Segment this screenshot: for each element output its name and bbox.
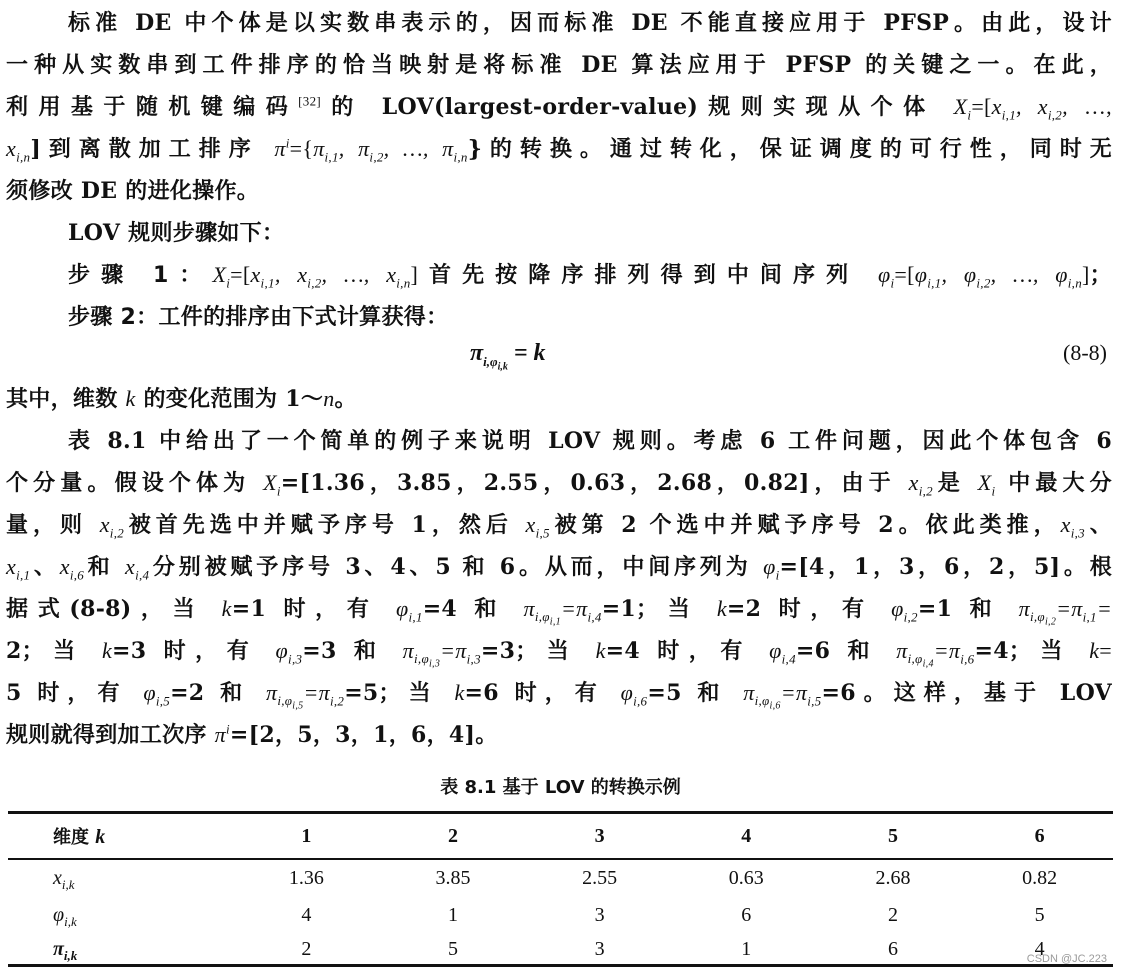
text: }的转换。通过转化，保证调度的可行性，同时无 [467, 136, 1113, 162]
row-label: $\pi_{i,k}$ [53, 937, 78, 963]
header-cell: 2 [447, 824, 458, 847]
table-cell: 0.82 [1022, 866, 1058, 889]
text: 表 8.1 中给出了一个简单的例子来说明 LOV 规则。考虑 6 工件问题，因此个体包含 6 [68, 428, 1112, 454]
table-cell: 2 [887, 903, 898, 926]
row-label: $x_{i,k}$ [53, 866, 75, 892]
math-x-list: $x_{i,1}$, $x_{i,2}$, [991, 94, 1084, 123]
text: =4 和 [422, 596, 524, 622]
text: =2 时，有 [726, 596, 892, 622]
math-xi6: $x_{i,6}$ [59, 554, 85, 583]
math-Xi: $X_i$ [977, 470, 996, 499]
math-pi-i: $\pi^i$ [274, 135, 290, 161]
paragraph2-line7: 5 时，有 $\varphi_{i,5}=2$ 和 $\pi_{i,\varphi_{i,5}}=\pi_{i,2}=5$；当 k=6 时，有 $\varphi_{i,6}=5$ 和 $\pi_{i,\varphi_{i,6}}=\pi_{i,5}=6$。这样，基于 LOV [6, 680, 1113, 712]
text: =6 时，有 [464, 680, 621, 706]
math-Xi: $X_i$ [212, 262, 231, 291]
text: =6 和 [795, 638, 897, 664]
text: =[ [971, 94, 992, 119]
header-cell: 6 [1034, 824, 1045, 847]
table-cell: 1.36 [288, 866, 324, 889]
table-cell: 3.85 [435, 866, 471, 889]
math-pi-list: $\pi_{i,1}$, $\pi_{i,2}$, …, $\pi_{i,n}$ [313, 136, 468, 165]
text: =1 时，有 [231, 596, 396, 622]
table-cell: 4 [1034, 937, 1045, 960]
text: 、 [30, 554, 60, 580]
text: 首先按降序排列得到中间序列 [418, 262, 878, 288]
header-label: 维度 [53, 827, 96, 848]
row-label: $\varphi_{i,k}$ [53, 903, 77, 929]
paragraph2-line5: 据式(8-8)，当 k=1 时，有 $\varphi_{i,1}=4$ 和 $\pi_{i,\varphi_{i,1}}=\pi_{i,4}=1$；当 k=2 时，有 $\varphi_{i,2}=1$ 和 $\pi_{i,\varphi_{i,2}}=\pi_{i,1}=$ [6, 596, 1113, 628]
text: =4 时，有 [605, 638, 770, 664]
text: =[4，1，3，6，2，5]。根 [779, 554, 1112, 580]
text: 和 [84, 554, 125, 580]
paragraph2-line2 [6, 468, 1112, 498]
paragraph1-line3 [6, 92, 1112, 122]
lov-conversion-table [8, 814, 1113, 966]
text: =4；当 [974, 638, 1090, 664]
table-cell: 3 [594, 937, 605, 960]
text: ； [1089, 262, 1112, 288]
math-Xi: $X_i$ [263, 470, 281, 499]
text: =1；当 [601, 596, 717, 622]
header-cell: 1 [301, 824, 312, 847]
math-pi-phi: $\pi_{i,\varphi_{i,2}}=\pi_{i,1}=$ [1018, 596, 1113, 628]
math-xin: $x_{i,n}$ [6, 136, 31, 165]
table-cell: 5 [447, 937, 458, 960]
table-row [8, 932, 1113, 966]
paragraph1-line2 [6, 50, 1112, 80]
text: …, [1083, 94, 1112, 119]
citation-ref: [32] [298, 93, 322, 109]
text: =3 时，有 [112, 638, 276, 664]
equation-8-8: $\pi_{i,\varphi_{i,k}} = k$ [470, 340, 546, 373]
text: =2 和 [170, 680, 266, 706]
paragraph2-line8 [6, 720, 1112, 750]
paragraph2-line6: 2；当 k=3 时，有 $\varphi_{i,3}=3$ 和 $\pi_{i,\varphi_{i,3}}=\pi_{i,3}=3$；当 k=4 时，有 $\varphi_{i,4}=6$ 和 $\pi_{i,\varphi_{i,4}}=\pi_{i,6}=4$；当 k= [6, 638, 1112, 670]
math-xi3: $x_{i,3}$ [1060, 512, 1085, 541]
text: =1 和 [917, 596, 1019, 622]
text: 须修改 DE 的进化操作。 [6, 178, 260, 204]
text: 中最大分 [995, 470, 1112, 496]
step-2 [68, 302, 1112, 332]
equation-number: (8-8) [1063, 340, 1107, 365]
text: 的 LOV(largest-order-value)规则实现从个体 [321, 94, 954, 120]
text: 。 [334, 386, 357, 412]
math-xi5: $x_{i,5}$ [525, 512, 550, 541]
math-n: n [323, 386, 335, 411]
table-cell: 6 [887, 937, 898, 960]
math-xi4: $x_{i,4}$ [125, 554, 150, 583]
math-phi-i1: $\varphi_{i,1}$ [395, 596, 423, 625]
text: 一种从实数串到工件排序的恰当映射是将标准 DE 算法应用于 PFSP 的关键之一。在此， [6, 52, 1112, 78]
text: =3；当 [480, 638, 596, 664]
table-cell: 0.63 [728, 866, 764, 889]
text: 量，则 [6, 512, 100, 538]
math-pi-phi: $\pi_{i,\varphi_{i,3}}=\pi_{i,3}$ [402, 638, 481, 670]
text: ={ [289, 136, 314, 161]
text: 标准 DE 中个体是以实数串表示的，因而标准 DE 不能直接应用于 PFSP。由此，设计 [68, 10, 1112, 36]
text: =5 和 [647, 680, 744, 706]
text: 2；当 [6, 638, 102, 664]
text: 5 时，有 [6, 680, 144, 706]
table-cell: 6 [741, 903, 752, 926]
table-row [8, 858, 1113, 898]
table-cell: 2.55 [582, 866, 618, 889]
paragraph1-line5 [6, 176, 1112, 206]
math-pi-i: $\pi^i$ [214, 721, 230, 747]
text: =[2，5，3，1，6，4]。 [229, 722, 498, 748]
text: 被首先选中并赋予序号 1，然后 [124, 512, 526, 538]
text: ]到离散加工排序 [30, 136, 275, 162]
math-pi-phi: $\pi_{i,\varphi_{i,5}}=\pi_{i,2}$ [265, 680, 345, 712]
text: =[1.36，3.85，2.55，0.63，2.68，0.82]，由于 [280, 470, 909, 496]
math-phi-i3: $\varphi_{i,3}$ [275, 638, 303, 667]
paragraph1-line4 [6, 134, 1112, 164]
equation-rhs: = k [513, 340, 546, 366]
math-phi-i6: $\varphi_{i,6}$ [620, 680, 648, 709]
math-phi-i5: $\varphi_{i,5}$ [143, 680, 171, 709]
table-row [8, 898, 1113, 932]
table-cell: 1 [741, 937, 752, 960]
math-phi-elements: $\varphi_{i,1}$, $\varphi_{i,2}$, …, $\varphi_{i,n}$ [914, 262, 1083, 291]
math-phi-i4: $\varphi_{i,4}$ [769, 638, 796, 667]
paragraph2-line3 [6, 510, 1112, 540]
table-cell: 5 [1034, 903, 1045, 926]
math-pi-phi: $\pi_{i,\varphi_{i,1}}=\pi_{i,4}$ [523, 596, 602, 628]
math-xi2: $x_{i,2}$ [99, 512, 125, 541]
text: 规则就得到加工次序 [6, 722, 215, 748]
watermark: CSDN @JC.223 [1026, 953, 1107, 965]
step-label: 步骤 2： [68, 305, 159, 330]
text: 据式(8-8)，当 [6, 596, 222, 622]
paragraph2-line1 [68, 426, 1112, 456]
math-Xi: $X_i$ [953, 94, 972, 123]
math-phi-i: $\varphi_i$ [763, 554, 780, 583]
step-label: 步骤 1： [68, 263, 213, 288]
table-cell: 2 [301, 937, 312, 960]
math-phi-list: $\varphi_i$ [877, 262, 895, 291]
text: 利用基于随机键编码 [6, 94, 299, 120]
math-pi-phi: $\pi_{i,\varphi_{i,6}}=\pi_{i,5}$ [743, 680, 822, 712]
table-header-row [8, 814, 1113, 858]
text: 被第 2 个选中并赋予序号 2。依此类推， [549, 512, 1061, 538]
table-cell: 1 [447, 903, 458, 926]
text: 的变化范围为 1～ [135, 386, 324, 412]
math-k: k [95, 826, 106, 848]
lov-intro [68, 218, 1112, 248]
paragraph2-line4 [6, 552, 1112, 582]
math-x-list: $x_{i,1}$, $x_{i,2}$, …, $x_{i,n}$ [250, 262, 411, 291]
paragraph1-line1 [68, 8, 1112, 38]
text: 工件的排序由下式计算获得： [158, 304, 449, 330]
text: =6。这样，基于 LOV [821, 680, 1113, 706]
text: =5；当 [344, 680, 455, 706]
text: 分别被赋予序号 3、4、5 和 6。从而，中间序列为 [149, 554, 764, 580]
text: LOV 规则步骤如下： [68, 220, 285, 246]
text: 、 [1084, 512, 1112, 538]
text: =3 和 [302, 638, 403, 664]
header-cell [8, 814, 233, 858]
header-cell: 5 [887, 824, 898, 847]
table-cell: 4 [301, 903, 312, 926]
math-pi-phi: $\pi_{i,\varphi_{i,4}}=\pi_{i,6}$ [896, 638, 975, 670]
math-k: k [125, 386, 136, 411]
text: 其中，维数 [6, 386, 126, 412]
header-cell: 3 [594, 824, 605, 847]
text: 个分量。假设个体为 [6, 470, 264, 496]
header-cell: 4 [741, 824, 752, 847]
math-xi1: $x_{i,1}$ [6, 554, 31, 583]
math-xi2: $x_{i,2}$ [908, 470, 933, 499]
range-line [6, 384, 1112, 414]
text: 是 [932, 470, 978, 496]
math-phi-i2: $\varphi_{i,2}$ [891, 596, 918, 625]
table-cell: 2.68 [875, 866, 911, 889]
table-caption: 表 8.1 基于 LOV 的转换示例 [440, 777, 681, 798]
step-1: 步骤 1：$X_i=[x_{i,1}$, $x_{i,2}$, …, $x_{i,n}$]首先按降序排列得到中间序列 $\varphi_i=[\varphi_{i,1}$, $\varphi_{i,2}$, …, $\varphi_{i,n}$]； [68, 262, 1112, 291]
table-cell: 3 [594, 903, 605, 926]
